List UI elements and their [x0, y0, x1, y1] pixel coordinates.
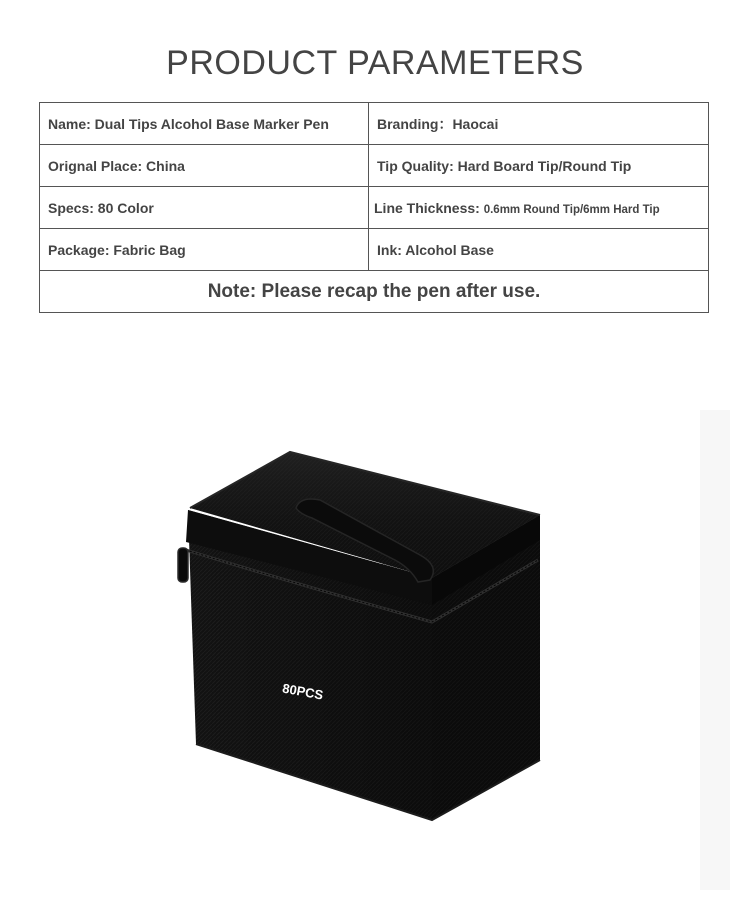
- bag-label: 80PCS: [281, 680, 325, 703]
- table-row: [40, 229, 709, 271]
- param-tip-quality: Tip Quality: Hard Board Tip/Round Tip: [369, 145, 709, 187]
- param-specs: Specs: 80 Color: [40, 187, 369, 229]
- param-branding: Branding：Haocai: [369, 103, 709, 145]
- fabric-bag-illustration: [0, 400, 750, 899]
- param-line-thickness: [369, 187, 709, 229]
- table-row: [40, 103, 709, 145]
- param-package: Package: Fabric Bag: [40, 229, 369, 271]
- line-thickness-value: 0.6mm Round Tip/6mm Hard Tip: [483, 203, 660, 216]
- param-origin: Orignal Place: China: [40, 145, 369, 187]
- param-ink: Ink: Alcohol Base: [369, 229, 709, 271]
- product-image: [0, 400, 750, 899]
- param-name: Name: Dual Tips Alcohol Base Marker Pen: [40, 103, 369, 145]
- background-shade: [700, 410, 730, 890]
- table-row: [40, 187, 709, 229]
- note-text: Note: Please recap the pen after use.: [40, 271, 709, 313]
- table-row: [40, 271, 709, 313]
- table-row: [40, 145, 709, 187]
- zipper-pull-icon: [178, 548, 188, 582]
- parameters-table: [39, 102, 709, 313]
- page-title: PRODUCT PARAMETERS: [166, 44, 584, 82]
- line-thickness-label: Line Thickness:: [374, 199, 484, 216]
